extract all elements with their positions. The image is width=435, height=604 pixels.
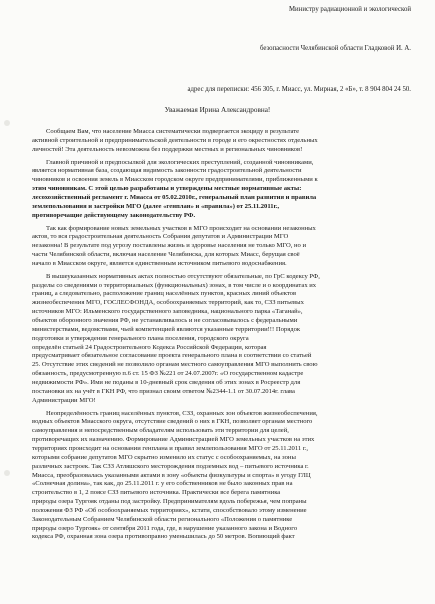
body-line: лесохозяйственный регламент г. Миасса от 05.02.2010г., генеральный план развития и правила xyxy=(32,193,317,201)
body-line: является нормативная база, создающая видимость законности градостроительной деятельности xyxy=(32,167,302,175)
body-line: природы озеро Тургояк» от сентября 2011 года, где, в нарушение указанного закона и Водного xyxy=(32,524,298,532)
recipient-line-2: безопасности Челябинской области Гладковой И. А. xyxy=(260,45,411,52)
body-line: начало в Миасском округе, является единственным источником питьевого водоснабжения. xyxy=(32,259,287,267)
body-line: Так как формирование новых земельных участков в МГО происходит на основании незаконных xyxy=(46,224,316,232)
body-line: определён статьей 24 Градостроительного Кодекса Российской Федерации, которая xyxy=(32,343,267,351)
body-line: разделы со сведениями о территориальных (функциональных) зонах, в том числе и о координатах их xyxy=(32,281,317,289)
body-line: землепользования и застройки МГО (далее «генплан» и «правила») от 25.11.2011г., xyxy=(32,202,280,210)
body-line: кодекса РФ, охранная зона озера противоправно уменьшилась до 50 метров. Вопиющий факт xyxy=(32,533,295,541)
punch-hole xyxy=(4,470,10,476)
body-line: подготовки и утверждения генерального плана поселения, городского округа xyxy=(32,334,249,342)
body-line: самоуправления и непосредственным обладателям использовать эти территории для целей, xyxy=(32,427,289,435)
body-line: чиновников и освоения земель в Миасском городском округе предпринимателями, приближенными к xyxy=(32,176,318,184)
body-line: строительство в 1, 2 поясе СЗЗ питьевого источника. Практически все берега памятника xyxy=(32,489,281,497)
punch-hole xyxy=(4,120,10,126)
body-line: незаконна! В результате под угрозу поставлены жизнь и здоровье населения не только МГО, но и xyxy=(32,242,307,250)
body-line: жизнеобеспечения МГО, ГОСЛЕСФОНДА, особоохраняемых территорий, как то, СЗЗ питьевых xyxy=(32,299,304,307)
body-line: актов, то вся градостроительная деятельность Собрания депутатов и Администрации МГО xyxy=(32,233,289,241)
body-line: водных объектов Миасского округа, отсутствие сведений о них в ГКН, позволяет органам местного xyxy=(32,418,313,426)
body-line: Сообщаем Вам, что население Миасса систематически подвергается экоциду в результате xyxy=(46,128,300,135)
body-line: границ, а следовательно, расположение границ населённых пунктов, красных линий объектов xyxy=(32,290,297,298)
body-line: которыми собрание депутатов МГО скрытно изменило их статус с особоохраняемых, на зоны xyxy=(32,453,296,461)
body-line: обязанность, предусмотренную п.6 ст. 15 ФЗ №221 от 24.07.2007г. «О государственном кадастре xyxy=(32,370,304,378)
body-line: противоречащих их назначению. Формирование Администрацией МГО земельных участков на этих xyxy=(32,436,315,444)
body-line: предусматривает обязательное согласование проекта генерального плана в соответствии со статьей xyxy=(32,352,312,360)
body-line: Законодательным Собранием Челябинской области регионального «Положения о памятнике xyxy=(32,515,293,523)
body-line: природы озера Тургояк отданы под застройку. Предпринимателям вдоль побережья, чем попраны xyxy=(32,498,307,505)
body-line: В вышеуказанных нормативных актах полностью отсутствуют обязательные, по ГрС кодексу РФ, xyxy=(46,272,320,280)
body-line: активной строительной и предпринимательской деятельности в городе и его окрестностях отдельных xyxy=(32,136,318,144)
body-line: Главной причиной и предпосылкой для экологических преступлений, созданной чиновниками, xyxy=(46,158,314,166)
body-line: различных застроек. Так СЗЗ Атляшского месторождения подземных вод – питьевого источника г. xyxy=(32,462,309,470)
body-line: постановки их на учёт в ГКН РФ, что признал своим ответом №2344-1.1 от 30.07.2014г. глава xyxy=(32,387,295,395)
body-line: территориях происходит на основании генплана и правил землепользования МГО от 25.11.2011 г., xyxy=(32,444,309,452)
body-line: «Солнечная долина», так как, до 25.11.2011 г. у его собственников не было законных прав на xyxy=(32,480,293,488)
body-line: министерствами, ведомствами, чьей компетенцией являются указанные территории!!! Порядок xyxy=(32,325,301,333)
body-line: недвижимости РФ». Ими не поданы в 10-дневный срок сведения об этих зонах в Росреестр для xyxy=(32,379,301,386)
greeting: Уважаемая Ирина Александровна! xyxy=(164,106,271,114)
body-line: 25. Отсутствие этих сведений не позволило органам местного самоуправления МГО выполнить свою xyxy=(32,361,318,369)
body-line: объектов оборонного значения РФ, не устанавливалось и не согласовывалось с федеральными xyxy=(32,317,298,324)
body-line: этим чиновникам. С этой целью разработаны и утверждены местные нормативные акты: xyxy=(32,185,302,193)
body-line: Миасса, преобразовалась указанными актами в зону «объекты физкультуры и спорта» в угоду ГЛЦ xyxy=(32,471,311,479)
body-line: положения ФЗ РФ «Об особоохраняемых территориях», кстати, способствовало этому изменение xyxy=(32,506,307,514)
body-line: противоречащие действующему законодательству РФ. xyxy=(32,211,196,219)
body-line: Неопределённость границ населённых пунктов, СЗЗ, охранных зон объектов жизнеобеспечения, xyxy=(46,409,318,417)
body-line: Администрации МГО! xyxy=(32,396,96,404)
body-line: личностей! Эта деятельность невозможна без поддержки местных и региональных чиновников! xyxy=(32,145,303,153)
body-line: источников МГО: Ильменского государственного заповедника, национального парка «Таганай», xyxy=(32,308,303,316)
body-line: части Челябинской области, включая население Челябинска, для которых Миасс, берущая своё xyxy=(32,251,300,258)
sender-address: адрес для переписки: 456 305, г. Миасс, ул. Мирная, 2 «Б», т. 8 904 804 24 50. xyxy=(187,86,411,93)
recipient-line-1: Министру радиационной и экологической xyxy=(289,6,411,13)
